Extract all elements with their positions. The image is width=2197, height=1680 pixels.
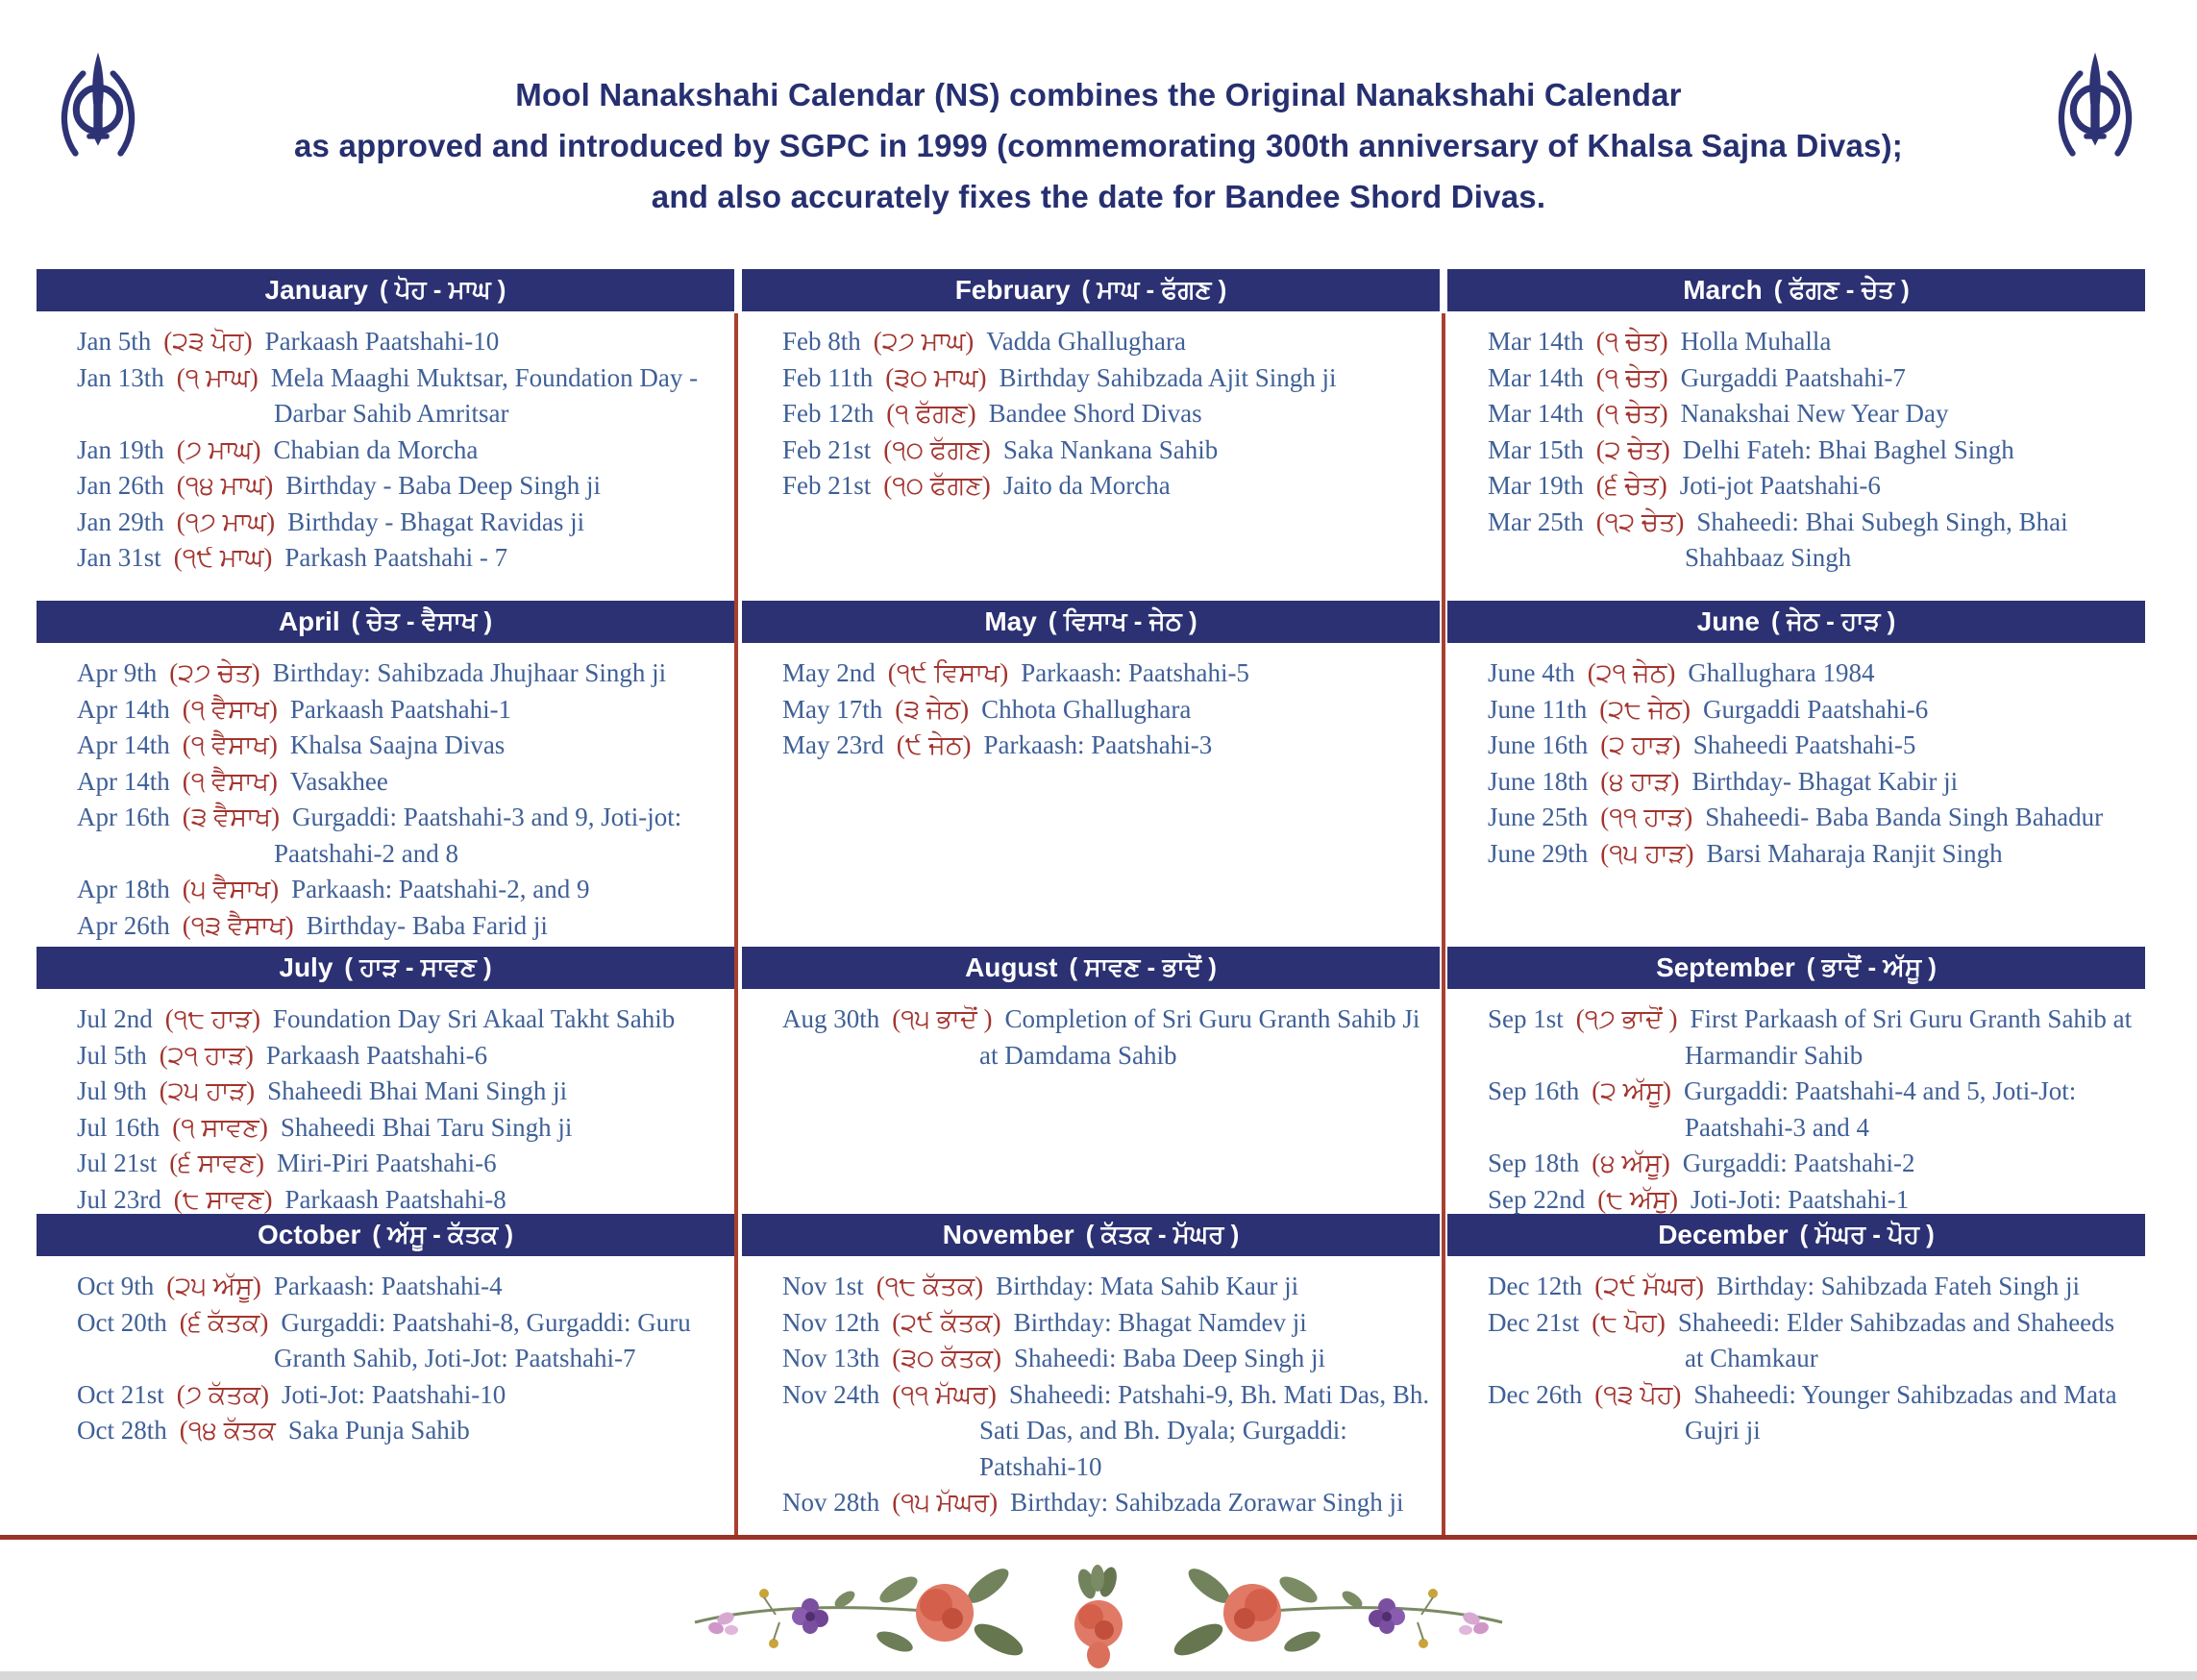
event-nanakshahi-date: (੧੨ ਚੇਤ): [1595, 506, 1685, 536]
events-list: [1447, 1256, 2145, 1449]
event-description: Shaheedi: Elder Sahibzadas and Shaheeds at Chamkaur: [1677, 1307, 2115, 1372]
event-description: Barsi Maharaja Ranjit Singh: [1706, 838, 2003, 868]
calendar-event: [1488, 360, 2139, 397]
calendar-event: [1488, 1182, 2139, 1219]
month-november: [742, 1214, 1440, 1538]
month-name: June: [1696, 606, 1761, 636]
event-nanakshahi-date: (੧੫ ਹਾੜ): [1600, 838, 1694, 868]
month-name: November: [942, 1220, 1074, 1249]
event-description: Shaheedi Paatshahi-5: [1692, 730, 1916, 759]
calendar-event: [77, 800, 728, 872]
event-description: Parkaash Paatshahi-1: [289, 694, 512, 724]
events-list: [37, 311, 734, 577]
month-name: October: [257, 1220, 361, 1249]
event-date: May 17th: [782, 694, 883, 724]
event-date: Jul 9th: [77, 1076, 147, 1105]
month-header: [1447, 269, 2145, 311]
event-description: Birthday- Bhagat Kabir ji: [1691, 766, 1959, 796]
month-punjabi-range: ( ਮੱਘਰ - ਪੋਹ ): [1799, 1220, 1935, 1248]
event-nanakshahi-date: (੬ ਚੇਤ): [1595, 471, 1667, 500]
event-description: Parkaash Paatshahi-10: [264, 327, 500, 356]
event-description: Holla Muhalla: [1680, 327, 1832, 356]
calendar-event: [77, 655, 728, 692]
event-description: Gurgaddi: Paatshahi-3 and 9, Joti-jot: Paatshahi-2 and 8: [274, 803, 682, 868]
event-description: Khalsa Saajna Divas: [289, 730, 506, 759]
event-description: Ghallughara 1984: [1688, 658, 1875, 687]
event-date: Jul 23rd: [77, 1184, 161, 1214]
calendar-event: [1488, 800, 2139, 836]
event-date: Sep 1st: [1488, 1004, 1564, 1033]
month-punjabi-range: ( ਹਾੜ - ਸਾਵਣ ): [344, 952, 492, 981]
calendar-event: [77, 908, 728, 945]
events-list: [742, 1256, 1440, 1521]
calendar-event: [782, 1269, 1434, 1305]
column-divider: [734, 313, 738, 1535]
month-name: September: [1656, 952, 1795, 982]
event-nanakshahi-date: (੧੯ ਮਾਘ): [173, 543, 273, 572]
month-punjabi-range: ( ਭਾਦੋਂ - ਅੱਸੂ ): [1806, 952, 1937, 981]
event-nanakshahi-date: (੧ ਚੇਤ): [1595, 399, 1668, 428]
month-name: December: [1658, 1220, 1789, 1249]
event-nanakshahi-date: (੨੮ ਜੇਠ): [1599, 694, 1691, 724]
event-description: First Parkaash of Sri Guru Granth Sahib at Harmandir Sahib: [1685, 1004, 2133, 1070]
event-date: May 2nd: [782, 658, 876, 687]
event-nanakshahi-date: (੧ ਵੈਸਾਖ): [182, 730, 278, 759]
floral-divider: [656, 1555, 1541, 1675]
calendar-event: [782, 468, 1434, 505]
event-nanakshahi-date: (੨੯ ਕੱਤਕ): [892, 1307, 1001, 1337]
event-date: Mar 25th: [1488, 506, 1584, 536]
calendar-event: [77, 1269, 728, 1305]
event-date: June 18th: [1488, 766, 1589, 796]
event-description: Shaheedi: Baba Deep Singh ji: [1014, 1344, 1325, 1372]
calendar-event: [1488, 836, 2139, 873]
event-description: Jaito da Morcha: [1002, 471, 1171, 500]
calendar-event: [77, 692, 728, 729]
event-date: Jan 5th: [77, 327, 152, 356]
event-date: Oct 20th: [77, 1307, 167, 1337]
event-nanakshahi-date: (੧੮ ਕੱਤਕ): [876, 1272, 984, 1300]
event-description: Parkaash Paatshahi-6: [265, 1040, 488, 1070]
events-list: [1447, 989, 2145, 1218]
events-list: [37, 989, 734, 1218]
event-date: Apr 16th: [77, 803, 170, 831]
event-nanakshahi-date: (੧ ਸਾਵਣ): [172, 1112, 268, 1142]
month-punjabi-range: ( ਫੱਗਣ - ਚੇਤ ): [1773, 275, 1910, 304]
event-description: Joti-jot Paatshahi-6: [1679, 471, 1881, 500]
event-date: Sep 16th: [1488, 1076, 1580, 1105]
event-description: Chhota Ghallughara: [981, 694, 1192, 724]
event-nanakshahi-date: (੨੯ ਮੱਘਰ): [1594, 1272, 1705, 1300]
calendar-event: [782, 1485, 1434, 1521]
event-description: Foundation Day Sri Akaal Takht Sahib: [272, 1004, 676, 1033]
calendar-event: [1488, 324, 2139, 360]
title-line-2: as approved and introduced by SGPC in 1999 (commemorating 300th anniversary of Khalsa Sajna Divas);: [294, 128, 1903, 163]
event-nanakshahi-date: (੧੪ ਕੱਤਕ: [179, 1416, 276, 1445]
event-nanakshahi-date: (੧੭ ਭਾਦੋਂ ): [1575, 1004, 1678, 1033]
month-name: February: [954, 275, 1071, 305]
calendar-event: [782, 1377, 1434, 1486]
event-date: Mar 15th: [1488, 434, 1584, 464]
calendar-event: [1488, 1074, 2139, 1146]
event-description: Shaheedi: Patshahi-9, Bh. Mati Das, Bh. Sati Das, and Bh. Dyala; Gurgaddi: Patshahi-10: [979, 1379, 1430, 1481]
event-description: Birthday Sahibzada Ajit Singh ji: [999, 362, 1337, 392]
event-date: Nov 13th: [782, 1344, 880, 1372]
event-nanakshahi-date: (੮ ਸਾਵਣ): [173, 1184, 273, 1214]
event-date: Aug 30th: [782, 1004, 880, 1033]
event-date: Feb 12th: [782, 399, 875, 428]
event-date: Dec 26th: [1488, 1379, 1583, 1409]
event-nanakshahi-date: (੬ ਕੱਤਕ): [179, 1307, 269, 1337]
event-description: Vasakhee: [289, 766, 388, 796]
month-name: July: [279, 952, 333, 982]
event-date: June 4th: [1488, 658, 1575, 687]
event-date: Dec 21st: [1488, 1307, 1580, 1337]
event-nanakshahi-date: (੨੫ ਹਾੜ): [159, 1076, 256, 1105]
event-date: Oct 21st: [77, 1379, 164, 1409]
calendar-event: [1488, 764, 2139, 801]
month-august: [742, 947, 1440, 1214]
event-nanakshahi-date: (੫ ਵੈਸਾਖ): [182, 875, 280, 903]
calendar-event: [77, 505, 728, 541]
calendar-event: [782, 728, 1434, 764]
event-nanakshahi-date: (੨੭ ਚੇਤ): [169, 658, 260, 687]
event-date: Oct 28th: [77, 1416, 167, 1445]
event-date: Mar 19th: [1488, 471, 1584, 500]
event-date: Feb 11th: [782, 362, 874, 392]
events-list: [742, 311, 1440, 505]
page-edge-strip: [0, 1671, 2197, 1680]
calendar-event: [77, 1413, 728, 1449]
event-date: Jul 21st: [77, 1149, 158, 1177]
event-description: Shaheedi: Younger Sahibzadas and Mata Gujri ji: [1685, 1379, 2117, 1445]
calendar-event: [782, 1305, 1434, 1342]
calendar-event: [77, 1074, 728, 1110]
calendar-event: [782, 396, 1434, 432]
event-nanakshahi-date: (੨੫ ਅੱਸੂ): [166, 1272, 261, 1300]
khanda-icon: [2050, 46, 2140, 160]
calendar-event: [77, 764, 728, 801]
event-description: Birthday: Sahibzada Zorawar Singh ji: [1010, 1488, 1404, 1517]
event-date: Apr 18th: [77, 875, 170, 903]
event-nanakshahi-date: (੧੧ ਹਾੜ): [1600, 803, 1693, 831]
event-nanakshahi-date: (੧ ਵੈਸਾਖ): [182, 766, 278, 796]
calendar-event: [1488, 432, 2139, 469]
event-nanakshahi-date: (੮ ਅੱਸੂ): [1597, 1184, 1679, 1214]
event-date: Jul 5th: [77, 1040, 147, 1070]
month-punjabi-range: ( ਵਿਸਾਖ - ਜੇਠ ): [1048, 606, 1197, 635]
event-date: June 11th: [1488, 694, 1588, 724]
month-header: [37, 601, 734, 643]
event-date: Nov 1st: [782, 1272, 864, 1300]
event-date: Apr 14th: [77, 730, 170, 759]
event-nanakshahi-date: (੨ ਚੇਤ): [1595, 434, 1670, 464]
event-nanakshahi-date: (੭ ਕੱਤਕ): [176, 1379, 270, 1409]
calendar-event: [77, 728, 728, 764]
calendar-event: [77, 1182, 728, 1219]
title-line-1: Mool Nanakshahi Calendar (NS) combines the Original Nanakshahi Calendar: [515, 77, 1682, 112]
event-nanakshahi-date: (੪ ਅੱਸੂ): [1592, 1149, 1670, 1177]
event-description: Gurgaddi: Paatshahi-2: [1682, 1149, 1915, 1177]
calendar-event: [77, 1146, 728, 1182]
event-date: Apr 14th: [77, 766, 170, 796]
month-march: [1447, 269, 2145, 601]
events-list: [742, 989, 1440, 1074]
event-description: Parkash Paatshahi - 7: [284, 543, 508, 572]
events-list: [37, 1256, 734, 1449]
event-description: Parkaash Paatshahi-8: [284, 1184, 506, 1214]
events-list: [1447, 311, 2145, 577]
event-description: Gurgaddi: Paatshahi-8, Gurgaddi: Guru Granth Sahib, Joti-Jot: Paatshahi-7: [274, 1307, 691, 1372]
month-name: August: [965, 952, 1058, 982]
event-description: Birthday - Bhagat Ravidas ji: [287, 506, 585, 536]
month-header: [742, 947, 1440, 989]
event-description: Gurgaddi Paatshahi-7: [1680, 362, 1906, 392]
calendar-event: [77, 1110, 728, 1147]
event-nanakshahi-date: (੧ ਮਾਘ): [176, 362, 259, 392]
event-description: Mela Maaghi Muktsar, Foundation Day - Darbar Sahib Amritsar: [270, 362, 699, 428]
event-nanakshahi-date: (੯ ਜੇਠ): [896, 730, 972, 759]
event-date: June 25th: [1488, 803, 1589, 831]
event-date: Jan 29th: [77, 506, 164, 536]
event-date: Dec 12th: [1488, 1272, 1583, 1300]
month-header: [1447, 1214, 2145, 1256]
event-description: Shaheedi: Bhai Subegh Singh, Bhai Shahbaaz Singh: [1685, 506, 2068, 572]
title-line-3: and also accurately fixes the date for Bandee Shord Divas.: [651, 179, 1546, 214]
month-september: [1447, 947, 2145, 1214]
event-nanakshahi-date: (੨੧ ਜੇਠ): [1587, 658, 1676, 687]
calendar-event: [77, 324, 728, 360]
event-nanakshahi-date: (੬ ਸਾਵਣ): [169, 1149, 264, 1177]
month-april: [37, 601, 734, 947]
event-description: Gurgaddi: Paatshahi-4 and 5, Joti-Jot: Paatshahi-3 and 4: [1684, 1076, 2077, 1142]
calendar-event: [77, 1305, 728, 1377]
event-description: Shaheedi- Baba Banda Singh Bahadur: [1705, 803, 2104, 831]
event-nanakshahi-date: (੩ ਵੈਸਾਖ): [182, 803, 281, 831]
event-nanakshahi-date: (੧੫ ਭਾਦੋਂ ): [892, 1004, 993, 1033]
event-date: Mar 14th: [1488, 399, 1584, 428]
event-date: Jan 13th: [77, 362, 164, 392]
event-nanakshahi-date: (੨੭ ਮਾਘ): [873, 327, 975, 356]
event-description: Birthday: Mata Sahib Kaur ji: [996, 1272, 1299, 1300]
event-date: Nov 12th: [782, 1307, 880, 1337]
event-nanakshahi-date: (੩੦ ਮਾਘ): [885, 362, 987, 392]
calendar-event: [77, 540, 728, 577]
event-description: Shaheedi Bhai Taru Singh ji: [280, 1112, 573, 1142]
event-nanakshahi-date: (੧੩ ਪੋਹ): [1594, 1379, 1682, 1409]
event-date: Jul 2nd: [77, 1004, 153, 1033]
event-nanakshahi-date: (੧੦ ਫੱਗਣ): [883, 434, 991, 464]
month-july: [37, 947, 734, 1214]
event-nanakshahi-date: (੧੪ ਮਾਘ): [176, 471, 274, 500]
calendar-event: [782, 432, 1434, 469]
calendar-grid: [37, 269, 2145, 1538]
calendar-event: [782, 655, 1434, 692]
month-header: [1447, 601, 2145, 643]
events-list: [1447, 643, 2145, 872]
month-january: [37, 269, 734, 601]
event-nanakshahi-date: (੨੩ ਪੋਹ): [163, 327, 253, 356]
calendar-event: [1488, 1305, 2139, 1377]
month-punjabi-range: ( ਸਾਵਣ - ਭਾਦੋਂ ): [1069, 952, 1217, 981]
event-nanakshahi-date: (੧ ਚੇਤ): [1595, 327, 1668, 356]
month-header: [37, 269, 734, 311]
calendar-event: [1488, 1269, 2139, 1305]
event-description: Delhi Fateh: Bhai Baghel Singh: [1682, 434, 2014, 464]
event-date: Feb 21st: [782, 434, 872, 464]
calendar-event: [782, 1001, 1434, 1074]
event-description: Birthday: Bhagat Namdev ji: [1013, 1307, 1307, 1337]
event-nanakshahi-date: (੧੩ ਵੈਸਾਖ): [182, 910, 294, 940]
event-nanakshahi-date: (੨ ਹਾੜ): [1600, 730, 1681, 759]
month-header: [37, 947, 734, 989]
event-date: June 29th: [1488, 838, 1589, 868]
event-nanakshahi-date: (੪ ਹਾੜ): [1600, 766, 1680, 796]
event-description: Completion of Sri Guru Granth Sahib Ji at Damdama Sahib: [979, 1004, 1420, 1070]
event-date: Jan 19th: [77, 434, 164, 464]
event-description: Parkaash: Paatshahi-3: [983, 730, 1213, 759]
month-punjabi-range: ( ਅੱਸੂ - ਕੱਤਕ ): [372, 1220, 513, 1248]
calendar-event: [1488, 1377, 2139, 1449]
month-name: April: [278, 606, 340, 636]
event-description: Birthday- Baba Farid ji: [306, 910, 548, 940]
month-header: [1447, 947, 2145, 989]
event-nanakshahi-date: (੧ ਵੈਸਾਖ): [182, 694, 278, 724]
month-name: March: [1683, 275, 1763, 305]
event-description: Gurgaddi Paatshahi-6: [1703, 694, 1929, 724]
calendar-event: [1488, 728, 2139, 764]
calendar-event: [77, 1038, 728, 1075]
calendar-event: [77, 1377, 728, 1414]
event-description: Birthday - Baba Deep Singh ji: [285, 471, 601, 500]
event-description: Nanakshai New Year Day: [1680, 399, 1949, 428]
event-nanakshahi-date: (੮ ਪੋਹ): [1592, 1307, 1666, 1337]
event-description: Parkaash: Paatshahi-5: [1021, 658, 1249, 687]
event-description: Birthday: Sahibzada Jhujhaar Singh ji: [272, 658, 667, 687]
event-date: Nov 28th: [782, 1488, 880, 1517]
month-october: [37, 1214, 734, 1538]
event-date: Jan 26th: [77, 471, 164, 500]
column-divider: [1442, 313, 1445, 1535]
event-nanakshahi-date: (੧ ਫੱਗਣ): [886, 399, 976, 428]
calendar-event: [1488, 1146, 2139, 1182]
calendar-event: [77, 432, 728, 469]
event-nanakshahi-date: (੭ ਮਾਘ): [176, 434, 261, 464]
calendar-event: [1488, 655, 2139, 692]
event-nanakshahi-date: (੧੮ ਹਾੜ): [164, 1004, 260, 1033]
calendar-event: [1488, 692, 2139, 729]
month-february: [742, 269, 1440, 601]
month-june: [1447, 601, 2145, 947]
page-title: [0, 69, 2197, 222]
event-description: Joti-Jot: Paatshahi-10: [282, 1379, 506, 1409]
event-date: Mar 14th: [1488, 327, 1584, 356]
event-description: Parkaash: Paatshahi-4: [273, 1272, 503, 1300]
events-list: [742, 643, 1440, 764]
month-december: [1447, 1214, 2145, 1538]
month-header: [742, 1214, 1440, 1256]
month-punjabi-range: ( ਚੇਤ - ਵੈਸਾਖ ): [351, 606, 493, 635]
month-punjabi-range: ( ਪੋਹ - ਮਾਘ ): [379, 275, 506, 304]
event-description: Chabian da Morcha: [273, 434, 479, 464]
bottom-rule: [0, 1535, 2197, 1540]
month-name: January: [264, 275, 368, 305]
calendar-event: [782, 1341, 1434, 1377]
month-punjabi-range: ( ਜੇਠ - ਹਾੜ ): [1771, 606, 1896, 635]
calendar-event: [77, 468, 728, 505]
calendar-event: [782, 692, 1434, 729]
month-header: [37, 1214, 734, 1256]
event-nanakshahi-date: (੧੭ ਮਾਘ): [176, 506, 276, 536]
event-date: Feb 8th: [782, 327, 861, 356]
calendar-event: [1488, 1001, 2139, 1074]
event-nanakshahi-date: (੧੯ ਵਿਸਾਖ): [887, 658, 1009, 687]
event-date: Apr 14th: [77, 694, 170, 724]
events-list: [37, 643, 734, 944]
event-nanakshahi-date: (੨੧ ਹਾੜ): [159, 1040, 254, 1070]
event-description: Birthday: Sahibzada Fateh Singh ji: [1716, 1272, 2080, 1300]
month-name: May: [984, 606, 1037, 636]
event-date: Nov 24th: [782, 1379, 880, 1409]
calendar-event: [1488, 468, 2139, 505]
event-date: June 16th: [1488, 730, 1589, 759]
event-date: Apr 26th: [77, 910, 170, 940]
event-date: Mar 14th: [1488, 362, 1584, 392]
event-description: Vadda Ghallughara: [986, 327, 1186, 356]
event-date: Jul 16th: [77, 1112, 160, 1142]
event-nanakshahi-date: (੧੫ ਮੱਘਰ): [892, 1488, 999, 1517]
calendar-event: [77, 1001, 728, 1038]
event-nanakshahi-date: (੩੦ ਕੱਤਕ): [892, 1344, 1002, 1372]
event-description: Miri-Piri Paatshahi-6: [276, 1149, 497, 1177]
event-nanakshahi-date: (੨ ਅੱਸੂ): [1592, 1076, 1671, 1105]
calendar-event: [782, 360, 1434, 397]
event-nanakshahi-date: (੧ ਚੇਤ): [1595, 362, 1668, 392]
month-header: [742, 269, 1440, 311]
event-nanakshahi-date: (੧੦ ਫੱਗਣ): [883, 471, 991, 500]
event-date: Jan 31st: [77, 543, 161, 572]
center-flower: [1074, 1565, 1123, 1668]
month-punjabi-range: ( ਮਾਘ - ਫੱਗਣ ): [1081, 275, 1227, 304]
event-description: Saka Nankana Sahib: [1002, 434, 1219, 464]
calendar-event: [1488, 396, 2139, 432]
calendar-event: [77, 872, 728, 908]
event-description: Joti-Joti: Paatshahi-1: [1691, 1184, 1910, 1214]
event-description: Saka Punja Sahib: [287, 1416, 470, 1445]
event-date: Sep 18th: [1488, 1149, 1580, 1177]
event-date: May 23rd: [782, 730, 884, 759]
event-date: Feb 21st: [782, 471, 872, 500]
month-punjabi-range: ( ਕੱਤਕ - ਮੱਘਰ ): [1085, 1220, 1240, 1248]
month-header: [742, 601, 1440, 643]
event-description: Bandee Shord Divas: [988, 399, 1202, 428]
event-nanakshahi-date: (੧੧ ਮੱਘਰ): [892, 1379, 997, 1409]
event-date: Sep 22nd: [1488, 1184, 1586, 1214]
event-date: Apr 9th: [77, 658, 158, 687]
calendar-event: [77, 360, 728, 432]
event-nanakshahi-date: (੩ ਜੇਠ): [895, 694, 970, 724]
event-description: Parkaash: Paatshahi-2, and 9: [291, 875, 590, 903]
calendar-event: [782, 324, 1434, 360]
month-may: [742, 601, 1440, 947]
calendar-event: [1488, 505, 2139, 577]
event-description: Shaheedi Bhai Mani Singh ji: [267, 1076, 568, 1105]
event-date: Oct 9th: [77, 1272, 155, 1300]
